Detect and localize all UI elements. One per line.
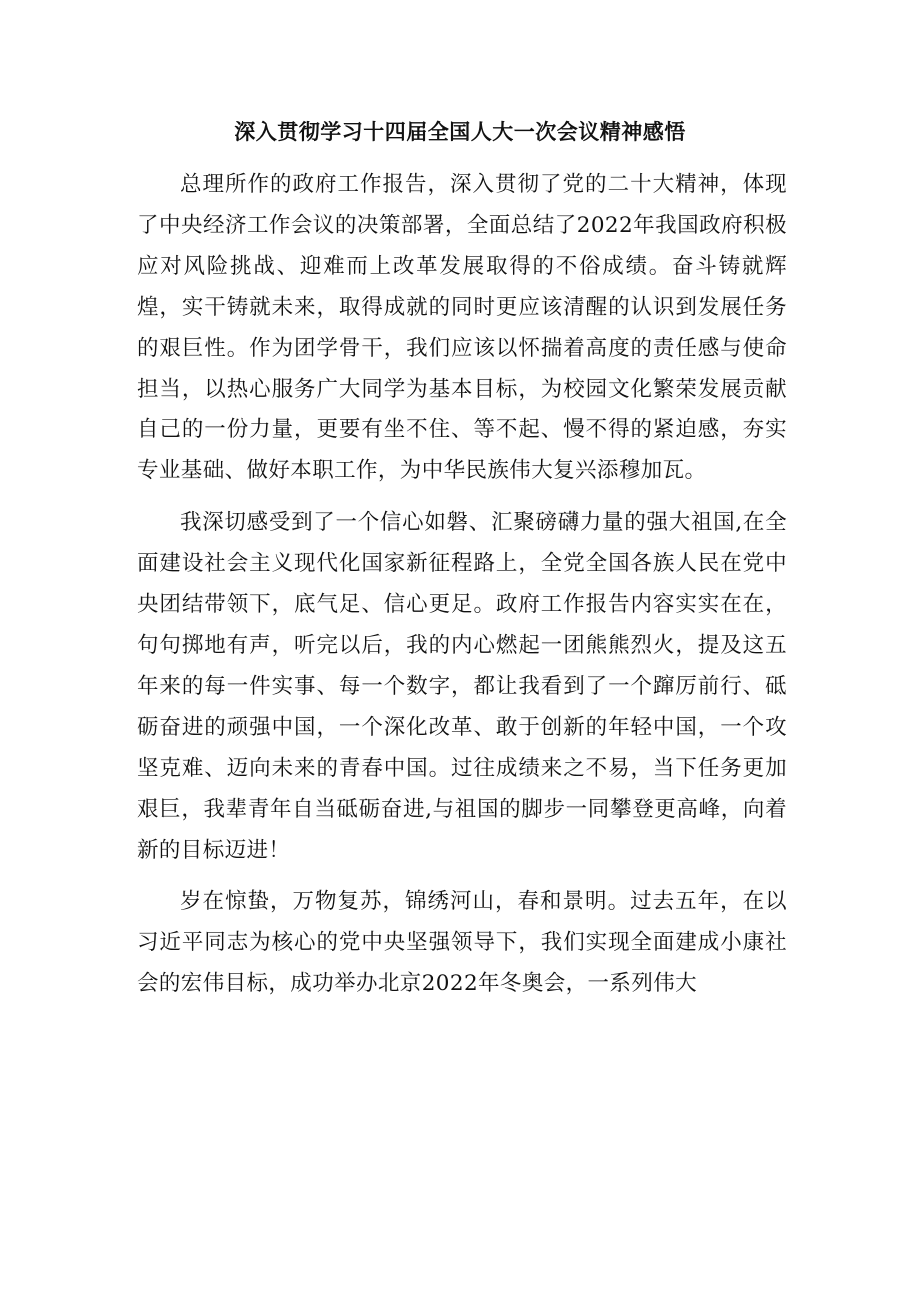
document-title: 深入贯彻学习十四届全国人大一次会议精神感悟 [234,119,686,144]
document-body [137,165,787,1005]
paragraph-2: 我深切感受到了一个信心如磐、汇聚磅礴力量的强大祖国,在全面建设社会主义现代化国家新征程路上，全党全国各族人民在党中央团结带领下，底气足、信心更足。政府工作报告内容实实在在，句句掷地有声，听完以后，我的内心燃起一团熊熊烈火，提及这五年来的每一件实事、每一个数字，都让我看到了一个蹿厉前行、砥砺奋进的顽强中国，一个深化改革、敢于创新的年轻中国，一个攻坚克难、迈向未来的青春中国。过往成绩来之不易，当下任务更加艰巨，我辈青年自当砥砺奋进,与祖国的脚步一同攀登更高峰，向着新的目标迈进！ [137,510,787,863]
paragraph-1: 总理所作的政府工作报告，深入贯彻了党的二十大精神，体现了中央经济工作会议的决策部署，全面总结了2022年我国政府积极应对风险挑战、迎难而上改革发展取得的不俗成绩。奋斗铸就辉煌，实干铸就未来，取得成就的同时更应该清醒的认识到发展任务的艰巨性。作为团学骨干，我们应该以怀揣着高度的责任感与使命担当，以热心服务广大同学为基本目标，为校园文化繁荣发展贡献自己的一份力量，更要有坐不住、等不起、慢不得的紧迫感，夯实专业基础、做好本职工作，为中华民族伟大复兴添穆加瓦。 [137,172,787,484]
paragraph-3: 岁在惊蛰，万物复苏，锦绣河山，春和景明。过去五年，在以习近平同志为核心的党中央坚强领导下，我们实现全面建成小康社会的宏伟目标，成功举办北京2022年冬奥会，一系列伟大 [137,889,787,997]
